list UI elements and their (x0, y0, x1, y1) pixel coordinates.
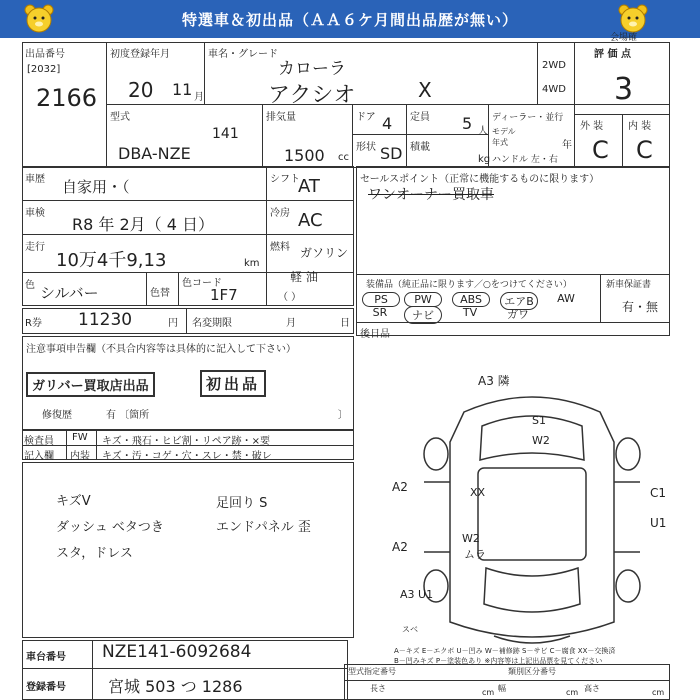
fuel-option: 軽 油 (290, 270, 318, 284)
chassis-value: NZE141-6092684 (102, 642, 252, 662)
mark-a2-upper: A2 (392, 480, 408, 494)
type-label: 型式 (110, 112, 130, 123)
displacement-unit: cc (338, 152, 349, 163)
load-unit: kg (478, 154, 491, 165)
doors-value: 4 (382, 114, 393, 133)
note-left-2: ダッシュ ベタつき (56, 520, 164, 535)
history-label: 車歴 (25, 174, 45, 185)
banner (0, 0, 700, 38)
body-value: SD (380, 144, 403, 163)
load-label: 積載 (410, 142, 430, 153)
length-unit: cm (482, 688, 495, 697)
equipment-item: ナビ (404, 306, 442, 324)
score-label: 評 価 点 (594, 49, 631, 60)
int-label: 内 装 (628, 121, 652, 132)
note-right-1: 足回り S (216, 496, 268, 511)
recycle-row (22, 308, 354, 334)
inspector-fw: FW (72, 432, 88, 443)
deregister-month: 月 (286, 318, 296, 329)
capacity-label: 定員 (410, 112, 430, 123)
color-label: 色 (25, 280, 35, 291)
inspector-row-2: キズ・汚・コゲ・穴・スレ・禁・破レ (102, 451, 272, 462)
repair-close: 〕 (338, 410, 348, 421)
equipment-item: エアB (500, 292, 538, 310)
color-value: シルバー (40, 284, 99, 302)
doors-label: ドア (356, 112, 376, 123)
mark-s1: S1 (532, 414, 546, 427)
color-code-label: 色コード (182, 278, 222, 289)
notes-label: 注意事項申告欄（不具合内容等は具体的に記入して下さい） (26, 344, 296, 355)
reg-value: 宮城 503 つ 1286 (108, 677, 243, 696)
note-left-3: スタ，ドレス (56, 546, 133, 561)
fuel-paren: （ ） (278, 292, 302, 303)
deregister-label: 名変期限 (192, 318, 232, 329)
warranty-label: 新車保証書 (606, 280, 652, 290)
equipment-item: PW (404, 292, 442, 307)
equipment-item: PS (362, 292, 400, 307)
repair-value: 有 〔箇所 (106, 410, 150, 421)
car-name: カローラ (278, 59, 346, 79)
mark-mura: ムラ (464, 548, 486, 561)
category-label: 類別区分番号 (508, 667, 556, 676)
first-reg-month-unit: 月 (194, 92, 204, 103)
width-label: 幅 (498, 684, 506, 693)
equipment-item: AW (557, 292, 575, 305)
ac-value: AC (298, 210, 323, 231)
first-reg-label: 初度登録年月 (110, 49, 170, 60)
repair-label: 修復歴 (42, 410, 72, 421)
year-unit: 年 (562, 140, 572, 151)
note-left-1: キズV (56, 494, 91, 509)
stamp-first-listing: 初出品 (200, 370, 266, 397)
warranty-value: 有・無 (622, 300, 659, 314)
reg-label: 登録番号 (26, 682, 66, 693)
mark-a2-lower: A2 (392, 540, 408, 554)
mark-c1: C1 (650, 486, 667, 500)
recycle-label: R券 (25, 318, 42, 329)
body-label: 形状 (356, 142, 376, 153)
mark-a3-u1: A3 U1 (400, 588, 434, 601)
selling-label: セールスポイント（正常に機能するものに限ります） (360, 174, 600, 185)
capacity-value: 5 (462, 114, 473, 133)
color-change-label: 色替 (150, 288, 170, 299)
auction-sheet (22, 42, 670, 700)
mark-a3-top: A3 隣 (478, 374, 510, 388)
lot-label: 出品番号 (25, 49, 65, 60)
mark-sube: スベ (402, 625, 418, 634)
length-label: 長さ (370, 684, 386, 693)
mark-u1: U1 (650, 516, 667, 530)
height-label: 高さ (584, 684, 600, 693)
drive-2wd: 2WD (542, 60, 566, 71)
inspection-value: R8 年 2月（ 4 日） (72, 215, 215, 234)
note-right-2: エンドパネル 歪 (216, 520, 311, 535)
shift-value: AT (298, 176, 320, 197)
equipment-item: ガワ (507, 308, 529, 321)
chassis-label: 車台番号 (26, 652, 66, 663)
inspector-label-2: 記入欄 (24, 451, 54, 462)
legend-row-2: B－凹みキズ P－塗装色あり ※内容等は上記出品票を見てください (394, 657, 603, 665)
ac-label: 冷房 (270, 208, 290, 219)
car-model: アクシオ (268, 83, 356, 108)
fuel-label: 燃料 (270, 242, 290, 253)
handle-label: ハンドル 左・右 (492, 155, 558, 165)
recycle-unit: 円 (168, 318, 178, 329)
drive-4wd: 4WD (542, 84, 566, 95)
mileage-unit: km (244, 258, 260, 269)
color-code-value: 1F7 (210, 286, 238, 304)
banner-title: 特選車＆初出品（ＡＡ６ケ月間出品歴が無い） (181, 11, 518, 29)
mark-w2-top: W2 (532, 434, 550, 447)
equipment-item: TV (462, 306, 478, 319)
lot-small: [2032] (27, 64, 61, 75)
first-reg-month: 11 (172, 80, 193, 99)
inspector-label-1: 検査員 (24, 436, 54, 447)
mileage-label: 走行 (25, 242, 45, 253)
lot-number: 2166 (36, 84, 98, 112)
recycle-value: 11230 (78, 310, 133, 330)
equipment-item: SR (372, 306, 388, 319)
ext-grade: C (592, 136, 609, 164)
name-label: 車名・グレード (208, 49, 278, 60)
dealer-label: ディーラー・並行 (492, 113, 564, 123)
mark-w2-lower: W2 (462, 532, 480, 545)
model-year-label: モデル年式 (492, 127, 516, 147)
fuel-value: ガソリン (300, 246, 349, 260)
venue-fragment: 会場確 (610, 33, 638, 43)
capacity-unit: 人 (478, 126, 488, 137)
score-value: 3 (614, 72, 634, 107)
int-grade: C (636, 136, 653, 164)
type-value: DBA-NZE (118, 144, 191, 163)
height-unit: cm (652, 688, 665, 697)
car-grade: X (418, 78, 432, 102)
equipment-item: ABS (452, 292, 490, 307)
mark-xx: XX (470, 486, 486, 499)
equipment-label: 装備品（純正品に限ります／○をつけてください） (366, 280, 572, 290)
rear-seat-label: 後日品 (360, 329, 390, 340)
legend-row-1: A－キズ E－エクボ U－凹み W－補修跡 S－サビ C－腐食 XX－交換済 (394, 647, 616, 655)
inspection-label: 車検 (25, 208, 45, 219)
first-reg-year: 20 (128, 78, 154, 102)
type-designation-label: 型式指定番号 (348, 667, 396, 676)
shift-label: シフト (270, 174, 300, 185)
stamp-gulliver: ガリバー買取店出品 (26, 372, 155, 397)
inspector-interior: 内装 (70, 451, 90, 462)
displacement-value: 1500 (284, 146, 325, 165)
history-value: 自家用・（ (62, 178, 130, 196)
width-unit: cm (566, 688, 579, 697)
ext-label: 外 装 (580, 121, 604, 132)
selling-value: ワンオーナー買取車 (368, 187, 494, 203)
type-correction: 141 (212, 126, 239, 142)
inspector-row-1: キズ・飛石・ヒビ割・リペア跡・×要 (102, 436, 270, 447)
displacement-label: 排気量 (266, 112, 296, 123)
mileage-value: 10万4千9,13 (56, 250, 167, 271)
deregister-day: 日 (340, 318, 350, 329)
